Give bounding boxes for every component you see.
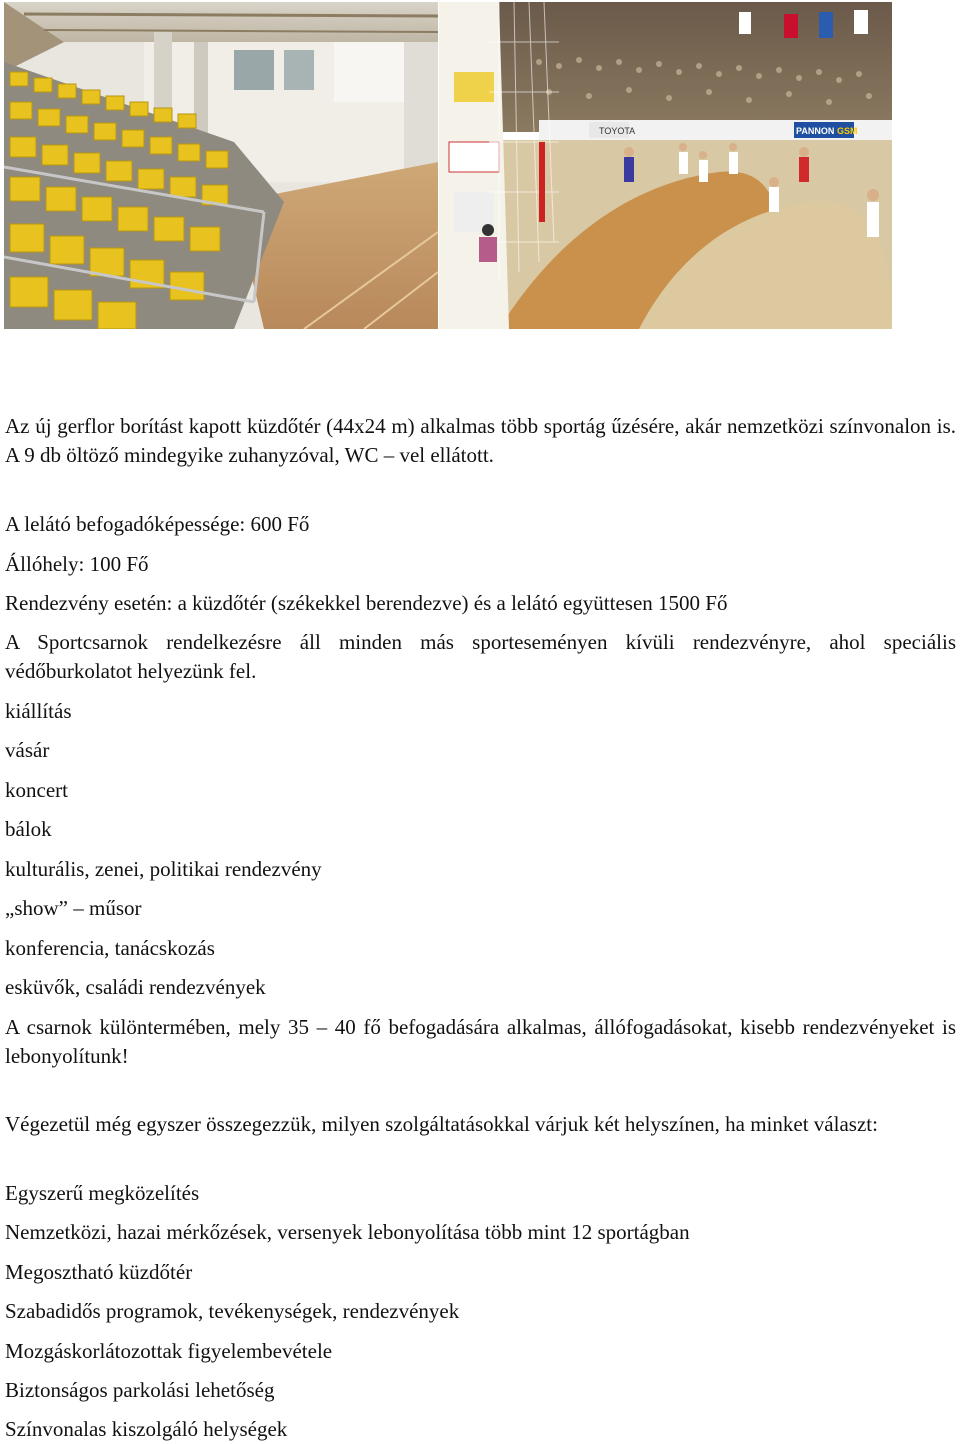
event-type-item: „show” – műsor <box>5 896 142 920</box>
handball-match-photo <box>439 2 892 329</box>
banner-gsm: GSM <box>837 126 858 136</box>
capacity-standing-text: Állóhely: 100 Fő <box>5 552 149 576</box>
banner-toyota: TOYOTA <box>599 126 636 136</box>
service-item: Nemzetközi, hazai mérkőzések, versenyek lebonyolítása több mint 12 sportágban <box>5 1220 690 1244</box>
intro-paragraph: Az új gerflor borítást kapott küzdőtér (44x24 m) alkalmas több sportág űzésére, akár nemzetközi színvonalon is. A 9 db öltöző mindegyike zuhanyzóval, WC – vel ellátott. <box>5 414 956 467</box>
side-room-paragraph: A csarnok különtermében, mely 35 – 40 fő befogadására alkalmas, állófogadásokat, kisebb rendezvényeket is lebonyolítunk! <box>5 1015 956 1068</box>
event-type-item: vásár <box>5 738 50 762</box>
event-type-item: bálok <box>5 817 52 841</box>
capacity-stand-text: A lelátó befogadóképessége: 600 Fő <box>5 512 310 536</box>
availability-paragraph: A Sportcsarnok rendelkezésre áll minden más sporteseményen kívüli rendezvényre, ahol speciális védőburkolatot helyezünk fel. <box>5 630 956 683</box>
banner-pannon: PANNON <box>796 126 835 136</box>
service-item: Biztonságos parkolási lehetőség <box>5 1378 275 1402</box>
event-type-item: koncert <box>5 778 68 802</box>
handball-match-photo-illustration <box>439 2 892 329</box>
service-item: Színvonalas kiszolgáló helységek <box>5 1417 288 1441</box>
event-type-item: esküvők, családi rendezvények <box>5 975 266 999</box>
event-type-item: kulturális, zenei, politikai rendezvény <box>5 857 322 881</box>
summary-paragraph: Végezetül még egyszer összegezzük, milyen szolgáltatásokkal várjuk két helyszínen, ha minket választ: <box>5 1112 878 1136</box>
event-type-item: kiállítás <box>5 699 72 723</box>
capacity-event-text: Rendezvény esetén: a küzdőtér (székekkel berendezve) és a lelátó együttesen 1500 Fő <box>5 591 728 615</box>
stands-photo <box>4 2 438 329</box>
service-item: Mozgáskorlátozottak figyelembevétele <box>5 1339 333 1363</box>
service-item: Egyszerű megközelítés <box>5 1181 200 1205</box>
service-item: Szabadidős programok, tevékenységek, rendezvények <box>5 1299 460 1323</box>
event-type-item: konferencia, tanácskozás <box>5 936 215 960</box>
service-item: Megosztható küzdőtér <box>5 1260 193 1284</box>
stands-photo-illustration <box>4 2 438 329</box>
